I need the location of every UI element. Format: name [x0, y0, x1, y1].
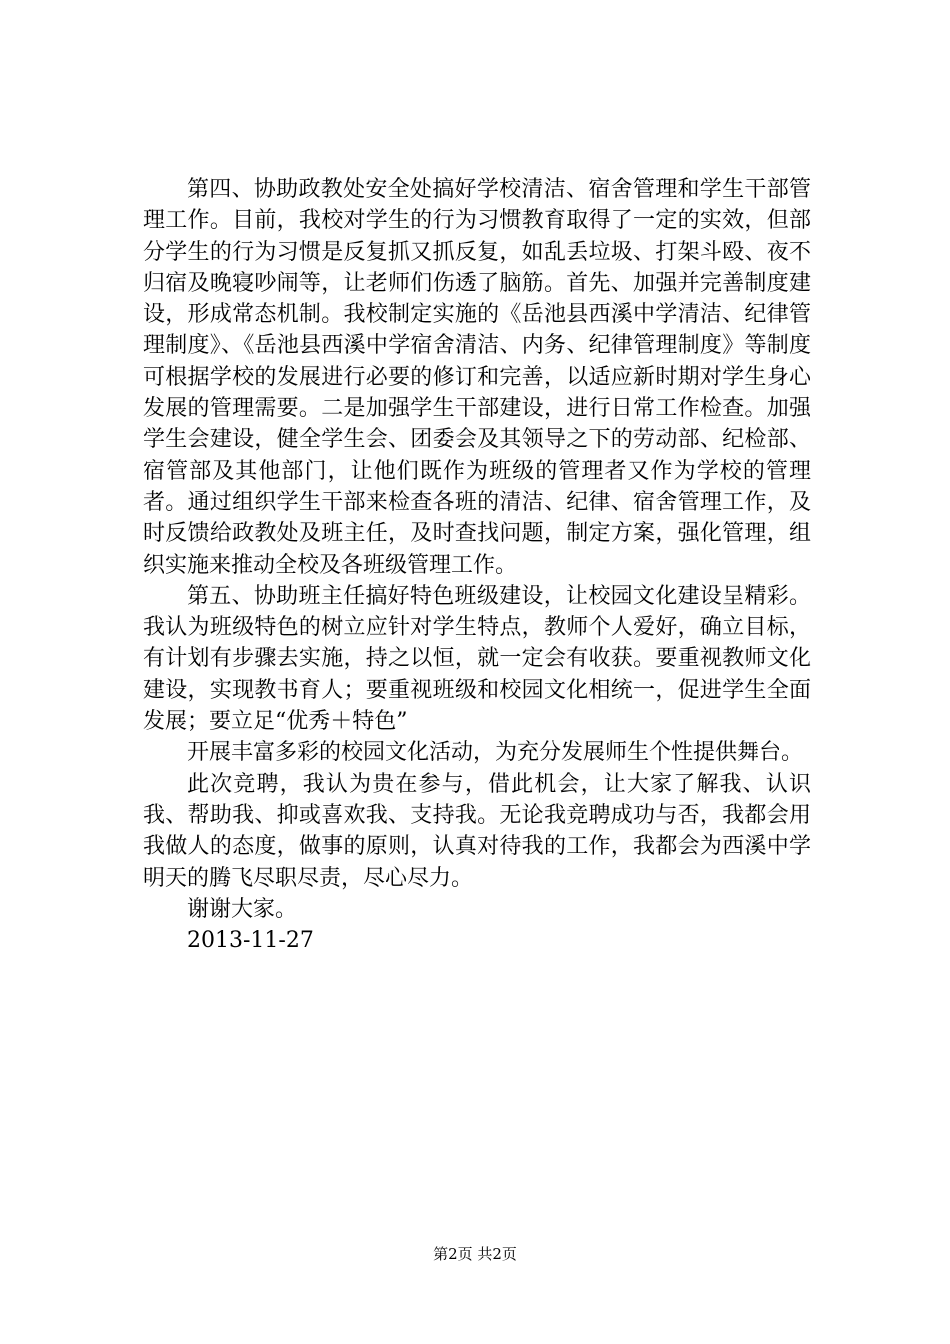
paragraph-fourth-point: 第四、协助政教处安全处搞好学校清洁、宿舍管理和学生干部管理工作。目前，我校对学生的行为习惯教育取得了一定的实效，但部分学生的行为习惯是反复抓又抓反复，如乱丢垃圾、打架斗殴、夜不归宿及晚寝吵闹等，让老师们伤透了脑筋。首先、加强并完善制度建设，形成常态机制。我校制定实施的《岳池县西溪中学清洁、纪律管理制度》、《岳池县西溪中学宿舍清洁、内务、纪律管理制度》等制度可根据学校的发展进行必要的修订和完善，以适应新时期对学生身心发展的管理需要。二是加强学生干部建设，进行日常工作检查。加强学生会建设，健全学生会、团委会及其领导之下的劳动部、纪检部、宿管部及其他部门，让他们既作为班级的管理者又作为学校的管理者。通过组织学生干部来检查各班的清洁、纪律、宿舍管理工作，及时反馈给政教处及班主任，及时查找问题，制定方案，强化管理，组织实施来推动全校及各班级管理工作。: [143, 177, 811, 578]
document-date: 2013-11-27: [187, 928, 314, 954]
paragraph-fifth-point: 第五、协助班主任搞好特色班级建设，让校园文化建设呈精彩。我认为班级特色的树立应针对学生特点，教师个人爱好，确立目标，有计划有步骤去实施，持之以恒，就一定会有收获。要重视教师文化建设，实现教书育人；要重视班级和校园文化相统一，促进学生全面发展；要立足“优秀＋特色”: [143, 583, 811, 735]
paragraph-closing-statement: 此次竞聘，我认为贵在参与，借此机会，让大家了解我、认识我、帮助我、抑或喜欢我、支持我。无论我竞聘成功与否，我都会用我做人的态度，做事的原则，认真对待我的工作，我都会为西溪中学明天的腾飞尽职尽责，尽心尽力。: [143, 771, 811, 891]
document-body: [143, 174, 811, 956]
page-number-label: 第2页 共2页: [433, 1245, 517, 1263]
page-footer: [0, 1244, 950, 1264]
paragraph-cultural-activities: 开展丰富多彩的校园文化活动，为充分发展师生个性提供舞台。: [187, 740, 804, 766]
paragraph-thanks: 谢谢大家。: [187, 896, 298, 922]
